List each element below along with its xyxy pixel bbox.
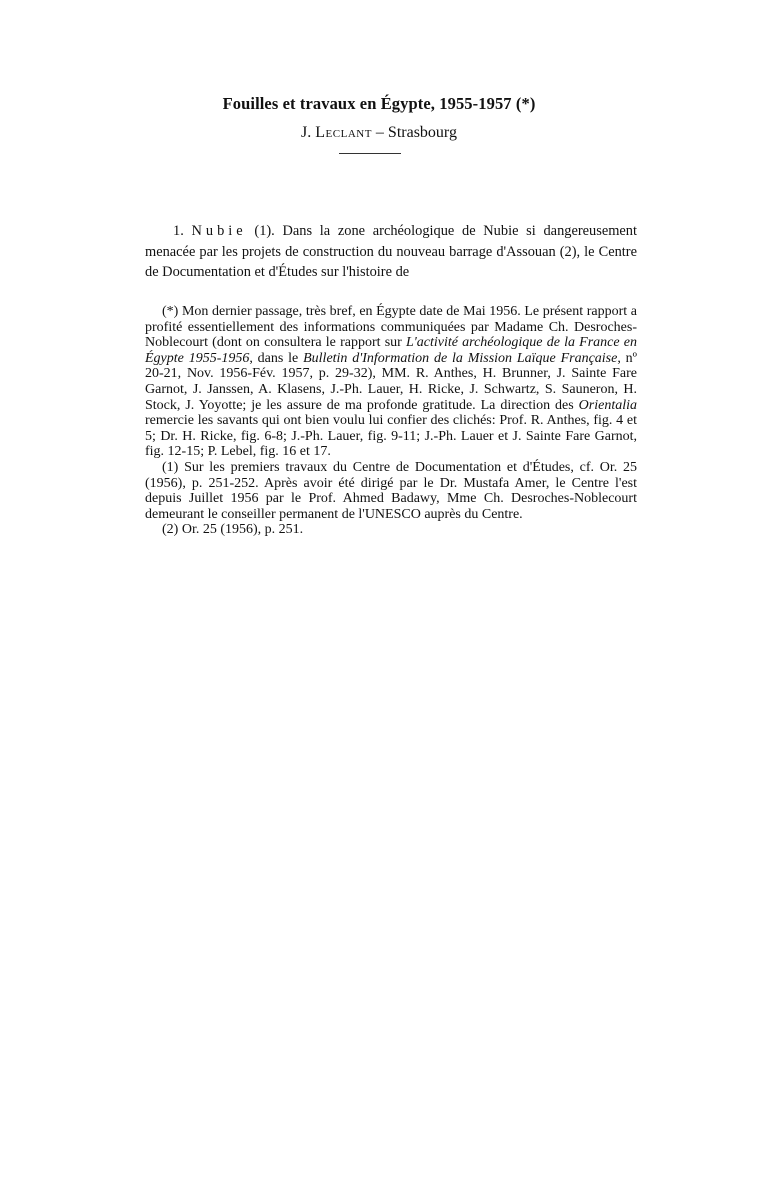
note-ref-1: (1). [254,223,275,239]
footnote-star-text-4: remercie les savants qui ont bien voulu lui confier des clichés: Prof. R. Anthes, fig. 4 et 5; Dr. H. Ricke, fig. 6-8; J.-Ph. Lauer, fig. 9-11; J.-Ph. Lauer et J. Sainte Fare Garnot, fig. 12-15; P. Lebel, fig. 16 et 17. [145,413,637,460]
footnote-star-mark: (*) [162,304,179,319]
footnotes [145,304,637,538]
article-title [0,94,758,114]
paragraph-1-text-b: , le Centre de Documentation et d'Études sur l'histoire de [145,243,637,280]
footnote-star-text-3: , nº 20-21, Nov. 1956-Fév. 1957, p. 29-32), MM. R. Anthes, H. Brunner, J. Sainte Fare Garnot, J. Janssen, A. Klasens, J.-Ph. Lauer, H. Ricke, J. Schwartz, S. Sauneron, H. Stock, J. Yoyotte; je les assure de ma profonde gratitude. La direction des [145,350,638,413]
footnote-2 [145,522,637,538]
footnote-star-text-2: , dans le [249,350,299,366]
author-separator: – [375,124,384,141]
author-city: Strasbourg [387,124,457,141]
footnote-star [145,304,637,460]
title-footnote-mark: (*) [515,94,536,113]
paragraph-1 [145,221,637,283]
author-initial: J. [301,124,312,141]
footnote-2-text: Or. 25 (1956), p. 251. [181,522,304,538]
footnote-2-mark: (2) [162,522,179,538]
section-number: 1. [173,223,184,239]
title-divider [339,153,401,154]
body-text [145,221,637,283]
author-line [0,124,758,142]
section-heading: Nubie [191,223,247,239]
footnote-1-mark: (1) [162,459,179,475]
footnote-1 [145,460,637,522]
author-surname: Leclant [315,124,372,141]
footnote-star-italic-1: L'activité archéologique de la France en Égypte 1955-1956 [145,335,637,366]
footnote-star-text-1: Mon dernier passage, très bref, en Égypte date de Mai 1956. Le présent rapport a profité essentiellement des informations communiquées par Madame Ch. Desroches-Noblecourt (dont on consultera le rapport sur [145,304,638,351]
footnote-star-italic-3: Orientalia [578,397,638,413]
title-text: Fouilles et travaux en Égypte, 1955-1957 [222,94,512,113]
paragraph-1-text-a: Dans la zone archéologique de Nubie si dangereusement menacée par les projets de construction du nouveau barrage d'Assouan [145,223,637,260]
footnote-1-text: Sur les premiers travaux du Centre de Documentation et d'Études, cf. Or. 25 (1956), p. 251-252. Après avoir été dirigé par le Dr. Mustafa Amer, le Centre l'est depuis Juillet 1956 par le Prof. Ahmed Badawy, Mme Ch. Desroches-Noblecourt demeurant le conseiller permanent de l'UNESCO auprès du Centre. [145,459,638,522]
note-ref-2: (2) [559,243,577,260]
footnote-star-italic-2: Bulletin d'Information de la Mission Laïque Française [303,350,618,366]
